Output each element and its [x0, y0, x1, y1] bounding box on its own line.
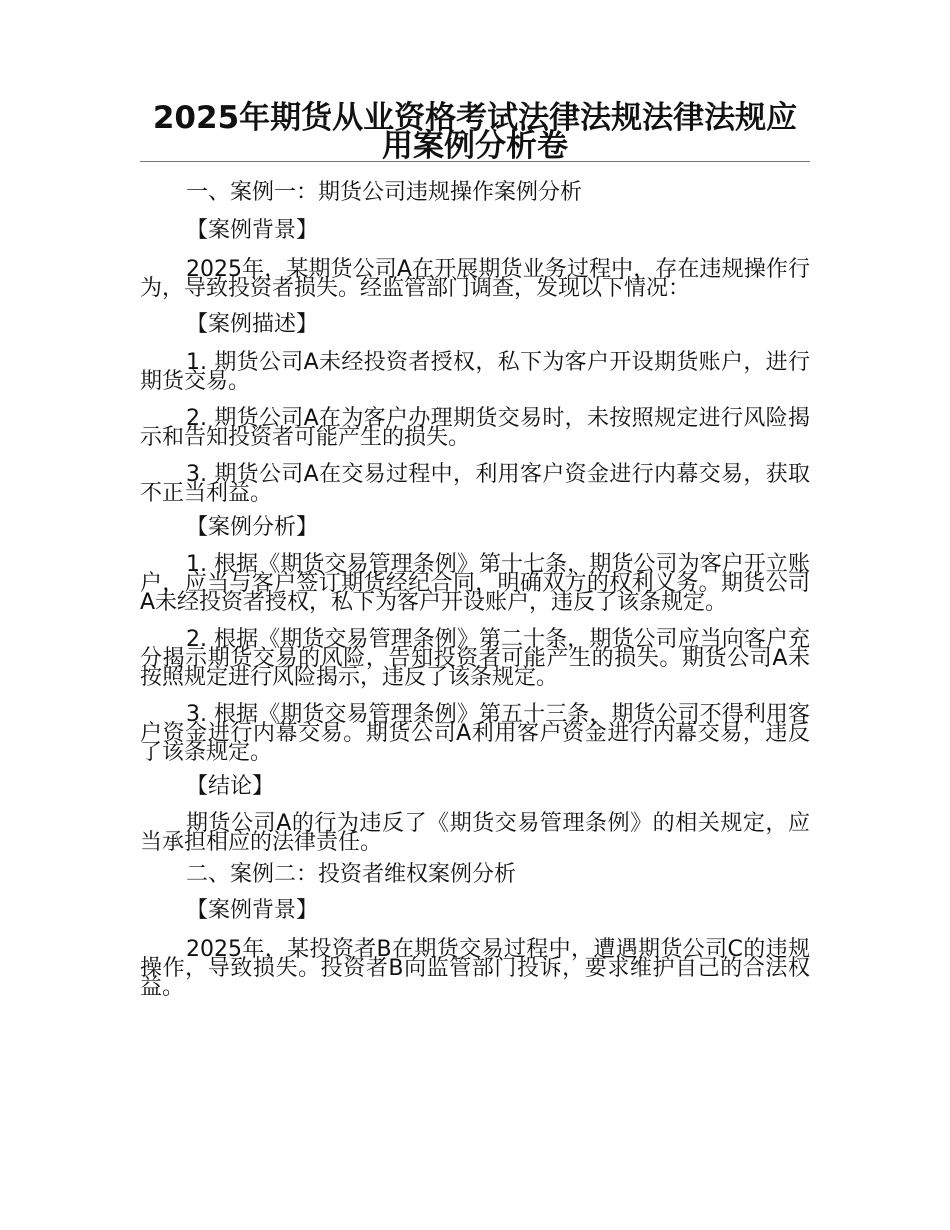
- paragraph-analysis-3: 3. 根据《期货交易管理条例》第五十三条，期货公司不得利用客户资金进行内幕交易。期货公司A利用客户资金进行内幕交易，违反了该条规定。: [140, 702, 810, 765]
- subheading-description: 【案例描述】: [186, 312, 319, 337]
- subheading-background-2: 【案例背景】: [186, 898, 319, 923]
- paragraph-background-2: 2025年，某投资者B在期货交易过程中，遭遇期货公司C的违规操作，导致损失。投资者B向监管部门投诉，要求维护自己的合法权益。: [140, 937, 810, 1000]
- paragraph-conclusion: 期货公司A的行为违反了《期货交易管理条例》的相关规定，应当承担相应的法律责任。: [140, 811, 810, 855]
- paragraph-description-1: 1. 期货公司A未经投资者授权，私下为客户开设期货账户，进行期货交易。: [140, 350, 810, 394]
- document-title: 2025年期货从业资格考试法律法规法律法规应用案例分析卷: [152, 100, 798, 164]
- paragraph-description-2: 2. 期货公司A在为客户办理期货交易时，未按照规定进行风险揭示和告知投资者可能产生的损失。: [140, 406, 810, 450]
- subheading-background-1: 【案例背景】: [186, 218, 319, 243]
- section-heading-1: 一、案例一：期货公司违规操作案例分析: [186, 180, 583, 205]
- paragraph-description-3: 3. 期货公司A在交易过程中，利用客户资金进行内幕交易，获取不正当利益。: [140, 462, 810, 506]
- paragraph-analysis-2: 2. 根据《期货交易管理条例》第二十条，期货公司应当向客户充分揭示期货交易的风险，告知投资者可能产生的损失。期货公司A未按照规定进行风险揭示，违反了该条规定。: [140, 627, 810, 690]
- paragraph-background-1: 2025年，某期货公司A在开展期货业务过程中，存在违规操作行为，导致投资者损失。经监管部门调查，发现以下情况：: [140, 257, 810, 301]
- document-body: [140, 176, 810, 1000]
- subheading-analysis: 【案例分析】: [186, 515, 319, 540]
- subheading-conclusion: 【结论】: [186, 774, 275, 799]
- section-heading-2: 二、案例二：投资者维权案例分析: [186, 862, 517, 887]
- title-underline: [140, 161, 810, 162]
- paragraph-analysis-1: 1. 根据《期货交易管理条例》第十七条，期货公司为客户开立账户，应当与客户签订期货经纪合同，明确双方的权利义务。期货公司A未经投资者授权，私下为客户开设账户，违反了该条规定。: [140, 552, 810, 615]
